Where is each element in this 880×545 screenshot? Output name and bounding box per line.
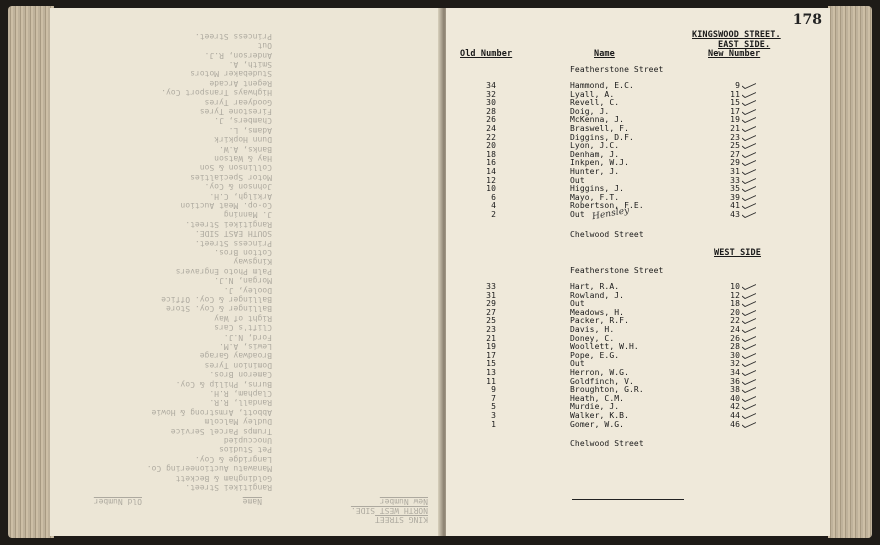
old-number: 10 — [486, 184, 496, 194]
page-number: 178 — [792, 12, 822, 28]
new-number: 22 — [730, 316, 740, 326]
resident-name: Revell, C. — [570, 98, 620, 108]
new-number: 46 — [730, 419, 740, 429]
resident-name: Diggins, D.F. — [570, 132, 634, 142]
resident-name: Out — [570, 299, 585, 309]
west-start-street: Featherstone Street — [570, 266, 664, 275]
check-mark-icon — [742, 186, 756, 192]
old-number: 19 — [486, 342, 496, 352]
bleed-line: Anderson, R.J. — [204, 50, 272, 60]
new-number: 38 — [730, 385, 740, 395]
check-mark-icon — [742, 109, 756, 115]
new-number: 31 — [730, 167, 740, 176]
check-mark-icon — [742, 135, 756, 141]
bleed-line: Ballinger & Coy. Store — [166, 304, 272, 314]
check-mark-icon — [742, 284, 756, 290]
resident-name: Woollett, W.H. — [570, 342, 639, 352]
check-mark-icon — [742, 387, 756, 393]
check-mark-icon — [742, 83, 756, 89]
resident-name: Higgins, J. — [570, 184, 625, 194]
bleed-line: Smith, A. — [228, 60, 272, 69]
bleed-line: Cotton Bros. — [214, 248, 272, 257]
bleed-line: Highways Transport Coy. — [161, 88, 272, 98]
bleed-line: Banks, A.W. — [219, 144, 272, 154]
new-number: 9 — [735, 81, 740, 90]
resident-name: Gomer, W.G. — [570, 419, 625, 429]
bleed-line: Goodyear Tyres — [204, 97, 272, 107]
resident-name: Doney, C. — [570, 333, 615, 343]
check-mark-icon — [742, 396, 756, 402]
bleed-line: Dooley, J. — [223, 285, 272, 295]
resident-name: Inkpen, W.J. — [570, 158, 629, 168]
check-mark-icon — [742, 413, 756, 419]
east-side-title: EAST SIDE. — [718, 40, 771, 50]
resident-name: Heath, C.M. — [570, 393, 625, 403]
page-edges-left — [8, 6, 54, 538]
check-mark-icon — [742, 203, 756, 209]
check-mark-icon — [742, 169, 756, 175]
bleed-line: Studebaker Motors — [190, 69, 272, 79]
old-number: 21 — [486, 333, 496, 343]
check-mark-icon — [742, 370, 756, 376]
new-number: 32 — [730, 359, 740, 369]
resident-name: Goldfinch, V. — [570, 376, 634, 386]
resident-name: Lyon, J.C. — [570, 141, 620, 151]
new-number: 17 — [730, 106, 740, 116]
bleed-line: Co-op. Meat Auction — [180, 201, 272, 210]
check-mark-icon — [742, 318, 756, 324]
bleed-line: Lewis, A.M. — [219, 342, 272, 351]
old-number: 5 — [491, 402, 496, 412]
old-number: 32 — [486, 89, 496, 99]
check-mark-icon — [742, 152, 756, 158]
check-mark-icon — [742, 327, 756, 333]
old-number: 27 — [486, 307, 496, 317]
old-number: 6 — [491, 192, 496, 202]
check-mark-icon — [742, 293, 756, 299]
new-number: 27 — [730, 149, 740, 159]
old-number: 11 — [486, 376, 496, 386]
old-number: 1 — [491, 419, 496, 429]
resident-name: Hammond, E.C. — [570, 81, 634, 90]
old-number-header: Old Number — [460, 49, 513, 59]
old-number: 15 — [486, 359, 496, 369]
bleed-line: Goldingham & Beckett — [175, 473, 272, 483]
check-mark-icon — [742, 361, 756, 367]
bleed-line: Out — [257, 41, 272, 51]
bleed-header: NORTH WEST SIDE. — [350, 506, 428, 515]
bleed-line: Clapham, R.H. — [209, 389, 272, 398]
resident-name: Braswell, F. — [570, 124, 629, 133]
resident-name: Broughton, G.R. — [570, 385, 644, 395]
old-number: 9 — [491, 385, 496, 395]
check-mark-icon — [742, 178, 756, 184]
bleed-line: Princess Street. — [194, 31, 272, 41]
old-number: 3 — [491, 411, 496, 420]
bleed-line: Randall, R.R. — [209, 398, 272, 408]
new-number: 26 — [730, 333, 740, 343]
new-number: 19 — [730, 115, 740, 125]
old-number: 30 — [486, 98, 496, 108]
bleed-header: KING STREET — [375, 515, 428, 524]
resident-name: Hunter, J. — [570, 167, 620, 176]
resident-name: Out — [570, 359, 585, 369]
handwritten-note: Hensley — [591, 205, 631, 223]
bleed-line: Right of Way — [214, 313, 272, 323]
old-number: 12 — [486, 175, 496, 185]
bleed-line: Abbott, Armstrong & Howie — [151, 407, 272, 417]
old-number: 22 — [486, 132, 496, 142]
old-number: 7 — [491, 393, 496, 403]
resident-name: Hart, R.A. — [570, 282, 620, 291]
resident-name: Out — [570, 175, 585, 185]
new-number: 12 — [730, 290, 740, 300]
old-number: 4 — [491, 201, 496, 211]
bleed-line: Chambers, J. — [214, 116, 272, 126]
resident-name: Walker, K.B. — [570, 411, 629, 420]
bleed-line: Broadway Garage — [199, 351, 272, 361]
new-number: 42 — [730, 402, 740, 412]
resident-name: McKenna, J. — [570, 115, 625, 125]
bleed-line: Morgan, N.J. — [214, 276, 272, 286]
check-mark-icon — [742, 160, 756, 166]
west-side-title: WEST SIDE — [714, 248, 761, 258]
bleed-header: Name — [242, 497, 262, 506]
old-number: 31 — [486, 290, 496, 300]
old-number: 34 — [486, 81, 496, 90]
new-number: 21 — [730, 124, 740, 133]
new-number: 24 — [730, 325, 740, 334]
bleed-line: Collinson & Son — [199, 163, 272, 173]
bleed-line: Clift's Cars — [214, 323, 272, 333]
west-end-street: Chelwood Street — [570, 439, 644, 448]
resident-name: Mayo, F.T. — [570, 192, 620, 202]
resident-name: Rowland, J. — [570, 290, 625, 300]
bleed-line: Dunn Hopkirk — [214, 135, 272, 145]
check-mark-icon — [742, 117, 756, 123]
bleed-header: Old Number — [93, 497, 142, 506]
new-number: 36 — [730, 376, 740, 386]
new-number: 41 — [730, 201, 740, 211]
bleed-line: Kingsway — [233, 257, 272, 267]
old-number: 24 — [486, 124, 496, 133]
check-mark-icon — [742, 379, 756, 385]
bleed-line: Dominion Tyres — [204, 360, 272, 370]
resident-name: Packer, R.F. — [570, 316, 629, 326]
left-page-bleed-through-text — [50, 8, 442, 536]
resident-name: Pope, E.G. — [570, 350, 620, 360]
bleed-line: Trumps Parcel Service — [170, 426, 272, 436]
resident-name: Doig, J. — [570, 106, 610, 116]
bleed-line: Langridge & Coy. — [194, 454, 272, 464]
old-number: 26 — [486, 115, 496, 125]
bleed-line: Princess Street. — [194, 238, 272, 248]
resident-name: Murdie, J. — [570, 402, 620, 412]
resident-name: Robertson, F.E. — [570, 201, 644, 211]
closing-rule — [572, 499, 684, 500]
check-mark-icon — [742, 92, 756, 98]
bleed-line: Ford, N.J. — [223, 332, 272, 342]
check-mark-icon — [742, 422, 756, 428]
bleed-line: Adams, L. — [228, 125, 272, 135]
street-title: KINGSWOOD STREET. — [692, 30, 781, 40]
check-mark-icon — [742, 301, 756, 307]
resident-name: Meadows, H. — [570, 307, 625, 317]
check-mark-icon — [742, 404, 756, 410]
new-number: 28 — [730, 342, 740, 352]
resident-name: Out — [570, 210, 585, 219]
bleed-line: J. Manning — [223, 210, 272, 220]
new-number: 44 — [730, 411, 740, 420]
old-number: 29 — [486, 299, 496, 309]
bleed-line: Hay & Watson — [214, 154, 272, 163]
new-number: 23 — [730, 132, 740, 142]
bleed-line: Palm Photo Engravers — [175, 266, 272, 276]
resident-name: Lyall, A. — [570, 89, 615, 99]
bleed-line: Pet Studios — [219, 445, 272, 455]
new-number: 34 — [730, 368, 740, 377]
bleed-line: Unoccupied — [223, 436, 272, 445]
bleed-line: Rangitikei Street. — [185, 483, 272, 492]
old-number: 23 — [486, 325, 496, 334]
right-page — [446, 8, 830, 536]
bleed-line: Motor Specialties — [190, 172, 272, 182]
old-number: 20 — [486, 141, 496, 151]
bleed-line: Dudley Malcolm — [204, 417, 272, 427]
old-number: 33 — [486, 282, 496, 291]
check-mark-icon — [742, 212, 756, 218]
bleed-line: Regent Arcade — [209, 78, 272, 88]
new-number: 10 — [730, 282, 740, 291]
resident-name: Davis, H. — [570, 325, 615, 334]
new-number: 43 — [730, 210, 740, 219]
old-number: 18 — [486, 149, 496, 159]
new-number: 33 — [730, 175, 740, 185]
bleed-line: Firestone Tyres — [199, 107, 272, 116]
bleed-header: New Number — [379, 497, 428, 506]
old-number: 14 — [486, 167, 496, 176]
bleed-line: SOUTH EAST SIDE. — [194, 229, 272, 239]
new-number: 18 — [730, 299, 740, 309]
check-mark-icon — [742, 310, 756, 316]
bleed-line: Arkilgh, C.H. — [209, 191, 272, 201]
old-number: 28 — [486, 106, 496, 116]
new-number: 40 — [730, 393, 740, 403]
new-number: 39 — [730, 192, 740, 202]
new-number: 11 — [730, 89, 740, 99]
left-page — [50, 8, 442, 536]
bleed-line: Cameron Bros. — [209, 370, 272, 380]
old-number: 16 — [486, 158, 496, 168]
new-number: 30 — [730, 350, 740, 360]
bleed-line: Burns, Philip & Coy. — [175, 379, 272, 389]
name-header: Name — [594, 49, 615, 59]
old-number: 2 — [491, 210, 496, 219]
check-mark-icon — [742, 195, 756, 201]
bleed-line: Manawatu Auctioneering Co. — [146, 464, 272, 474]
resident-name: Denham, J. — [570, 149, 620, 159]
check-mark-icon — [742, 344, 756, 350]
east-end-street: Chelwood Street — [570, 230, 644, 239]
new-number-header: New Number — [708, 49, 761, 59]
resident-name: Herron, W.G. — [570, 368, 629, 377]
old-number: 25 — [486, 316, 496, 326]
bleed-line: Johnson & Coy. — [204, 182, 272, 192]
bleed-line: Rangitikei Street. — [185, 219, 272, 229]
new-number: 35 — [730, 184, 740, 194]
east-start-street: Featherstone Street — [570, 65, 664, 74]
check-mark-icon — [742, 143, 756, 149]
new-number: 15 — [730, 98, 740, 108]
new-number: 25 — [730, 141, 740, 151]
old-number: 17 — [486, 350, 496, 360]
check-mark-icon — [742, 353, 756, 359]
check-mark-icon — [742, 100, 756, 106]
new-number: 29 — [730, 158, 740, 168]
page-edges-right — [828, 6, 872, 538]
check-mark-icon — [742, 126, 756, 132]
new-number: 20 — [730, 307, 740, 317]
bleed-line: Ballinger & Coy. Office — [161, 295, 272, 304]
old-number: 13 — [486, 368, 496, 377]
check-mark-icon — [742, 336, 756, 342]
